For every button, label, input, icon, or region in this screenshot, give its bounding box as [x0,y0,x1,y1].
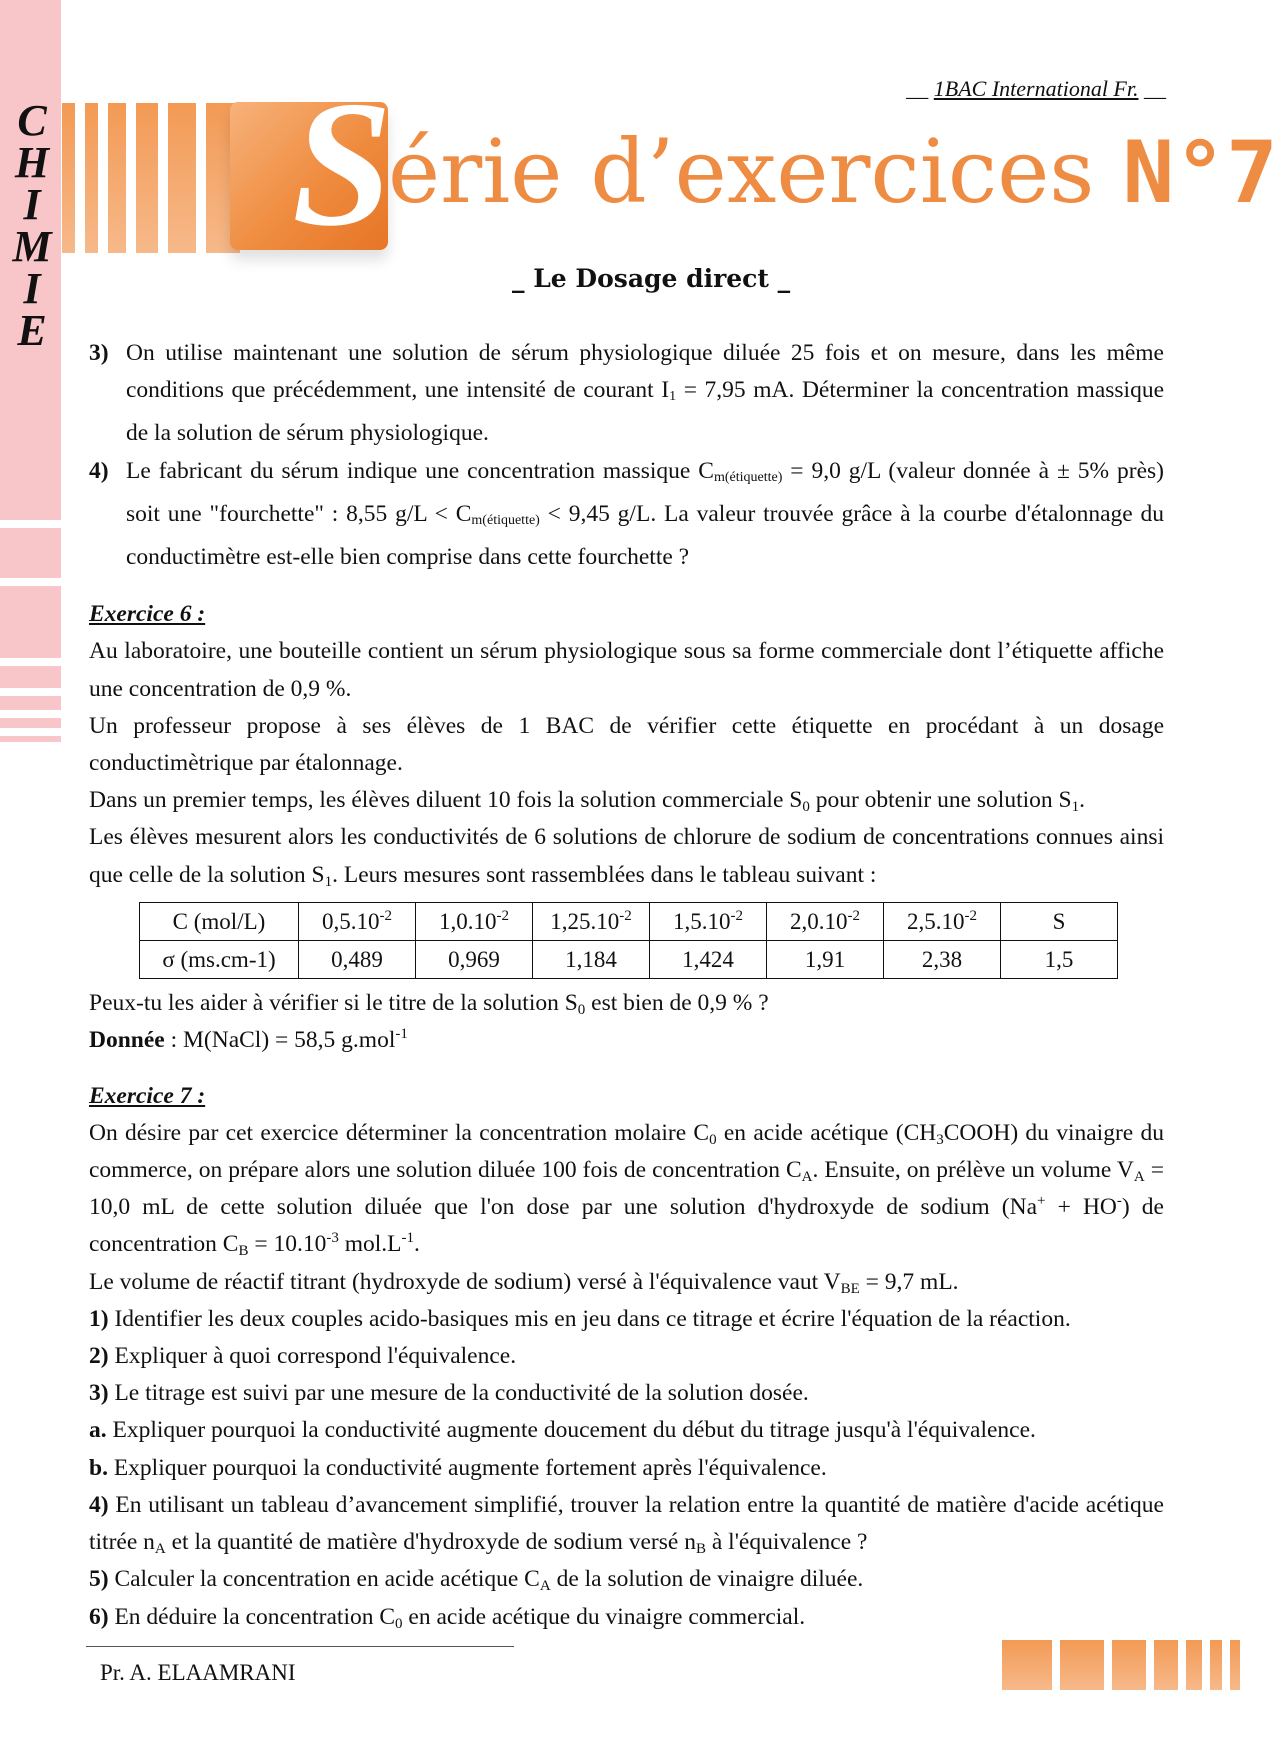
table-cell: σ (ms.cm-1) [140,941,299,979]
ex7-paragraph: On désire par cet exercice déterminer la concentration molaire $C_0$ en acide acétique $(CH_3COOH)$ du vinaigre du commerce, on prépare alors une solution diluée 100 fois de concentration $C_A$. Ensuite, on prélève un volume $V_A = 10,0$ mL de cette solution diluée que l'on dose par une solution d'hydroxyde de sodium (Na+ + HO-) de concentration $C_B = 10.10^{-3}$ $mol.L^{-1}$. [89,1119,1164,1260]
question-3: 3) On utilise maintenant une solution de sérum physiologique diluée 25 fois et on mesure, dans les même conditions que précédemment, une intensité de courant $I_1 = 7,95$ mA. Déterminer la concentration massique de la solution de sérum physiologique. [89,340,1164,447]
page-subtitle: _ Le Dosage direct _ [512,264,791,293]
ex6-question: Peux-tu les aider à vérifier si le titre de la solution $S_0$ est bien de 0,9 % ? [89,990,769,1019]
table-cell: $1,5.10^{-2}$ [650,902,767,940]
side-stripes [0,528,61,750]
table-cell: S [1001,902,1118,940]
table-cell: C (mol/L) [140,902,299,940]
table-cell: 0,969 [416,941,533,979]
exercise-6-title: Exercice 6 : [89,601,206,628]
side-subject-label: C H I M I E [12,96,52,355]
ex7-question-5: 5) Calculer la concentration en acide acétique $C_A$ de la solution de vinaigre diluée. [89,1566,864,1595]
ex7-question-3: 3) Le titrage est suivi par une mesure de la conductivité de la solution dosée. [89,1380,809,1407]
table-cell: 1,91 [767,941,884,979]
ex7-question-1: 1) Identifier les deux couples acido-basiques mis en jeu dans ce titrage et écrire l'équation de la réaction. [89,1305,1071,1332]
ex6-paragraph: Un professeur propose à ses élèves de 1 BAC de vérifier cette étiquette en procédant à un dosage conductimètrique par étalonnage. [89,712,1164,777]
ex6-data: Donnée : M(NaCl) = 58,5 g.mol$^{-1}$ [89,1026,408,1054]
footer-divider [86,1646,514,1647]
logo-bars [62,103,240,253]
table-cell: $0,5.10^{-2}$ [299,902,416,940]
ex7-question-3b: b. Expliquer pourquoi la conductivité augmente fortement après l'équivalence. [89,1454,827,1481]
ex6-paragraph: Au laboratoire, une bouteille contient un sérum physiologique sous sa forme commerciale dont l’étiquette affiche une concentration de 0,9 %. [89,638,1164,702]
ex7-question-6: 6) En déduire la concentration $C_0$ en acide acétique du vinaigre commercial. [89,1603,806,1632]
footer-author: Pr. A. ELAAMRANI [100,1660,296,1685]
table-row [140,941,1118,979]
document-body [89,335,1164,1636]
logo-box: S [230,102,388,250]
page-title: érie d’exercices N°7 [388,120,1278,223]
top-label: __ 1BAC International Fr. __ [906,76,1166,101]
table-row [140,902,1118,940]
ex7-question-3a: a. Expliquer pourquoi la conductivité augmente doucement du début du titrage jusqu'à l'équivalence. [89,1417,1036,1444]
table-cell: $1,0.10^{-2}$ [416,902,533,940]
ex6-paragraph: Les élèves mesurent alors les conductivités de 6 solutions de chlorure de sodium de concentrations connues ainsi que celle de la solution $S_1$. Leurs mesures sont rassemblées dans le tableau suivant : [89,824,1164,890]
ex6-paragraph: Dans un premier temps, les élèves diluent 10 fois la solution commerciale $S_0$ pour obtenir une solution $S_1$. [89,787,1085,816]
table-cell: 1,184 [533,941,650,979]
table-cell: 0,489 [299,941,416,979]
table-cell: 1,424 [650,941,767,979]
ex7-question-2: 2) Expliquer à quoi correspond l'équivalence. [89,1343,517,1370]
table-cell: 2,38 [884,941,1001,979]
ex7-question-4: 4) En utilisant un tableau d’avancement simplifié, trouver la relation entre la quantité de matière d'acide acétique titrée $n_A$ et la quantité de matière d'hydroxyde de sodium versé $n_B$ à l'équivalence ? [89,1491,1164,1558]
table-cell: $2,0.10^{-2}$ [767,902,884,940]
exercise-7-title: Exercice 7 : [89,1082,206,1109]
footer-decoration [1002,1640,1240,1690]
measurements-table [139,902,1118,979]
table-cell: 1,5 [1001,941,1118,979]
question-4: 4) Le fabricant du sérum indique une concentration massique $C_{m(étiquette)} = 9,0$ g/L (valeur donnée à ± 5% près) soit une "fourchette" : 8,55 $g/L < C_{m(étiquette)} < 9,45$ g/L. La valeur trouvée grâce à la courbe d'étalonnage du conductimètre est-elle bien comprise dans cette fourchette ? [89,457,1165,571]
table-cell: $1,25.10^{-2}$ [533,902,650,940]
ex7-paragraph: Le volume de réactif titrant (hydroxyde de sodium) versé à l'équivalence vaut $V_{BE} = 9,7$ mL. [89,1268,959,1297]
table-cell: $2,5.10^{-2}$ [884,902,1001,940]
